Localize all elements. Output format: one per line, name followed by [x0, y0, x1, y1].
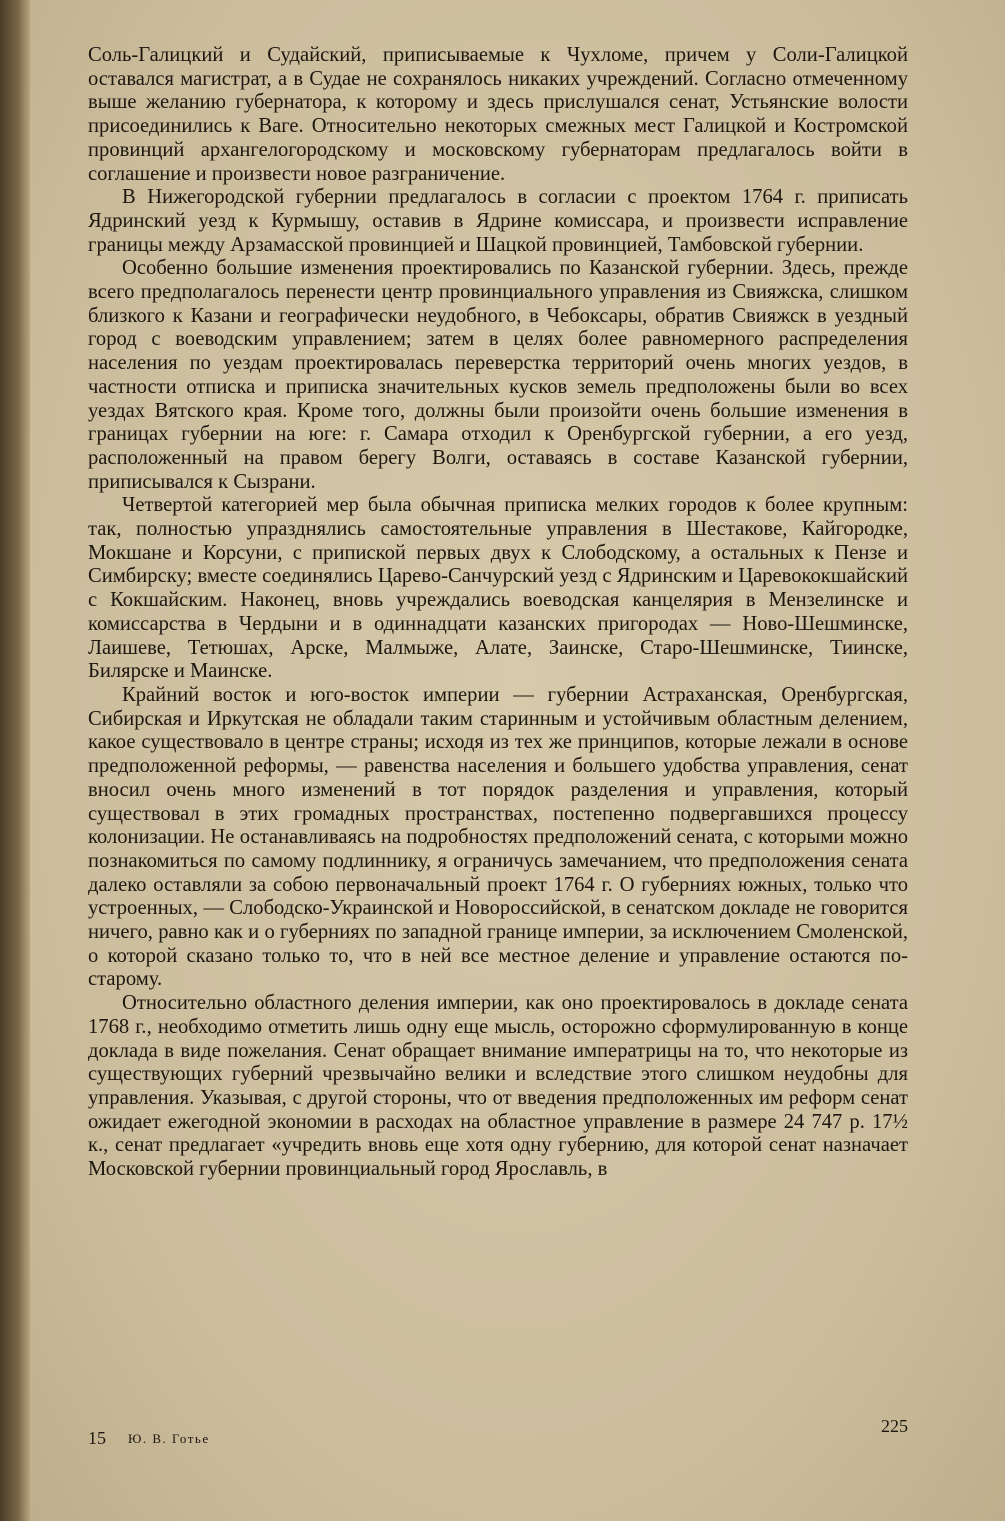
signature-author: Ю. В. Готье: [128, 1431, 210, 1446]
paragraph-3: Особенно большие изменения проектировались по Казанской губернии. Здесь, прежде всего предполагалось перенести центр провинциального управления из Свияжска, слишком близкого к Казани и географически неудобного, в Чебоксары, обратив Свияжск в уездный город с воеводским управлением; затем в целях более равномерного распределения населения по уездам проектировалась переверстка территорий очень многих уездов, в частности отписка и приписка значительных кусков земель предположены были во всех уездах Вятского края. Кроме того, должны были произойти очень большие изменения в границах губернии на юге: г. Самара отходил к Оренбургской губернии, а его уезд, расположенный на правом берегу Волги, оставаясь в составе Казанской губернии, приписывался к Сызрани.: [88, 257, 908, 493]
page-number: 225: [881, 1416, 908, 1436]
paragraph-2: В Нижегородской губернии предлагалось в согласии с проектом 1764 г. приписать Ядринский уезд к Курмышу, оставив в Ядрине комиссара, и произвести исправление границы между Арзамасской провинцией и Шацкой провинцией, Тамбовской губернии.: [88, 186, 908, 256]
page-footer: [88, 1416, 908, 1450]
signature-number: 15: [88, 1428, 106, 1448]
page-body-text: [88, 44, 908, 1182]
paragraph-5: Крайний восток и юго-восток империи — губернии Астраханская, Оренбургская, Сибирская и Иркутская не обладали таким старинным и устойчивым областным делением, какое существовало в центре страны; исходя из тех же принципов, которые лежали в основе предположенной реформы, — равенства населения и большего удобства управления, сенат вносил очень много изменений в тот порядок разделения и управления, который существовал в этих громадных пространствах, постепенно подвергавшихся процессу колонизации. Не останавливаясь на подробностях предположений сената, с которыми можно познакомиться по самому подлиннику, я ограничусь замечанием, что предположения сената далеко оставляли за собою первоначальный проект 1764 г. О губерниях южных, только что устроенных, — Слободско-Украинской и Новороссийской, в сенатском докладе не говорится ничего, равно как и о губерниях по западной границе империи, за исключением Смоленской, о которой сказано только то, что в ней все местное деление и управление остаются по-старому.: [88, 683, 908, 991]
paragraph-1: Соль-Галицкий и Судайский, приписываемые к Чухломе, причем у Соли-Галицкой оставался магистрат, а в Судае не сохранялось никаких учреждений. Согласно отмеченному выше желанию губернатора, к которому и здесь прислушался сенат, Устьянские волости присоединились к Ваге. Относительно некоторых смежных мест Галицкой и Костромской провинций архангелогородскому и московскому губернаторам предлагалось войти в соглашение и произвести новое разграничение.: [88, 44, 908, 185]
book-binding: [0, 0, 30, 1521]
paragraph-4: Четвертой категорией мер была обычная приписка мелких городов к более крупным: так, полностью упразднялись самостоятельные управления в Шестакове, Кайгородке, Мокшане и Корсуни, с припиской первых двух к Слободскому, а остальных к Пензе и Симбирску; вместе соединялись Царево-Санчурский уезд с Ядринским и Царевококшайский с Кокшайским. Наконец, вновь учреждались воеводская канцелярия в Мензелинске и комиссарства в Чердыни и в одиннадцати казанских пригородах — Ново-Шешминске, Лаишеве, Тетюшах, Арске, Малмыже, Алате, Заинске, Старо-Шешминске, Тиинске, Билярске и Маинске.: [88, 494, 908, 683]
paragraph-6: Относительно областного деления империи, как оно проектировалось в докладе сената 1768 г., необходимо отметить лишь одну еще мысль, осторожно сформулированную в конце доклада в виде пожелания. Сенат обращает внимание императрицы на то, что некоторые из существующих губерний чрезвычайно велики и вследствие этого слишком неудобны для управления. Указывая, с другой стороны, что от введения предположенных им реформ сенат ожидает ежегодной экономии в расходах на областное управление в размере 24 747 р. 17½ к., сенат предлагает «учредить вновь еще хотя одну губернию, для которой сенат назначает Московской губернии провинциальный город Ярославль, в: [88, 992, 908, 1181]
book-page: [30, 0, 1005, 1521]
